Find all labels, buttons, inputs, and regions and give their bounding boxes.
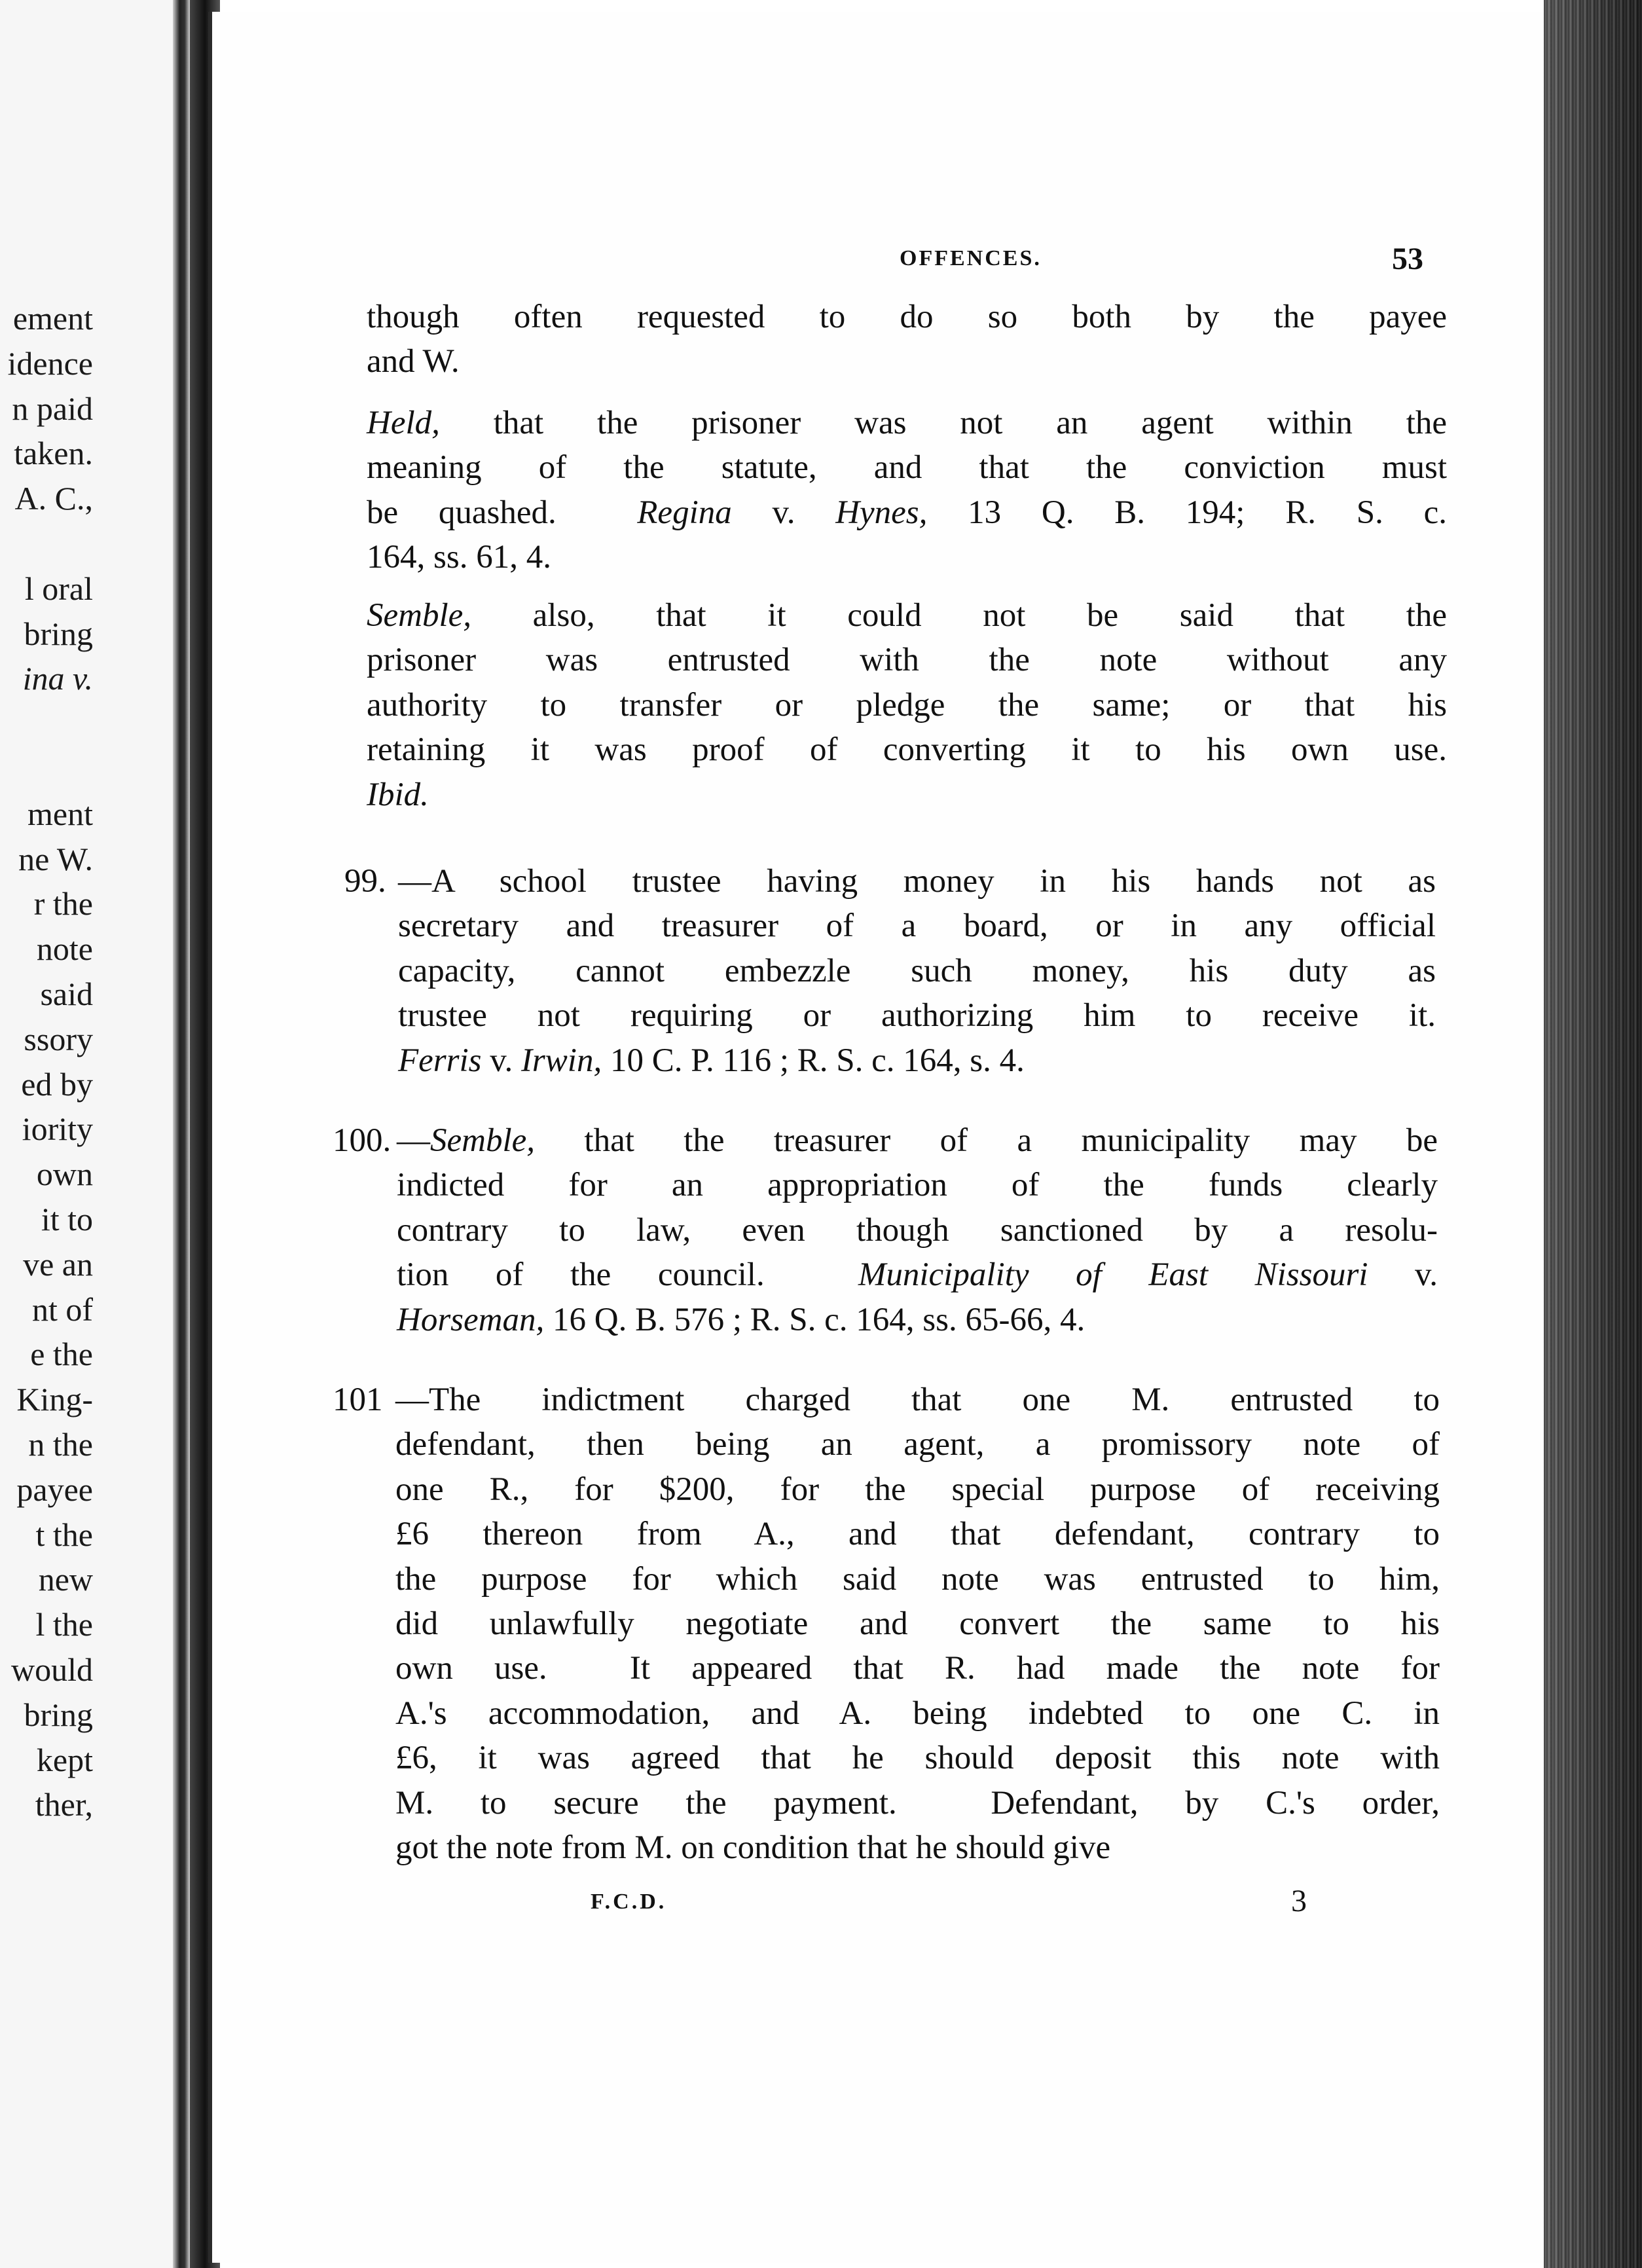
text-line [367,593,1447,638]
left-page-fragment: nt of [31,1290,93,1328]
left-page-text-fragments [8,296,93,1827]
text-line [367,638,1447,682]
italic-segment: Regina [637,494,732,531]
text-segment: v. [1368,1256,1438,1294]
left-page-fragment: it to [41,1200,93,1237]
left-gutter-shadow [173,0,190,2268]
left-page-fragment: iority [22,1110,93,1148]
text-line [398,949,1436,993]
text-segment: £6 thereon from A., and that defendant, contrary to [395,1516,1440,1553]
text-segment: own use. It appeared that R. had made the note for [395,1650,1440,1687]
left-page-fragment [8,521,93,566]
text-line [367,535,1447,579]
left-page-fragment: ssory [24,1020,93,1057]
text-segment: that the prisoner was not an agent within the [439,405,1447,441]
signature-mark: F.C.D. [591,1890,667,1914]
left-page-fragment: ment [27,795,93,832]
text-line [395,1646,1440,1691]
left-page-fragment: l oral [24,570,93,607]
text-line [367,445,1447,490]
text-line [397,1298,1438,1342]
paragraph-number: 99. [344,863,386,900]
text-segment: M. to secure the payment. Defendant, by C.'s order, [395,1784,1440,1821]
italic-segment: Municipality of East Nissouri [858,1256,1368,1294]
text-line [398,993,1436,1038]
left-page-fragment: note [36,930,93,968]
italic-segment: Ibid. [367,776,429,813]
left-page-fragment: e the [30,1336,93,1373]
text-segment: — [397,1122,430,1159]
text-segment: trustee not requiring or authorizing him to receive it. [398,997,1436,1034]
left-page-fragment: ther, [35,1786,93,1823]
text-segment: —The indictment charged that one M. entrusted to [395,1381,1440,1418]
left-page-fragment: bring [24,1696,93,1733]
left-page-fragment: new [38,1561,93,1598]
text-segment: got the note from M. on condition that he should give [395,1829,1111,1866]
text-line [397,1253,1438,1297]
text-line: though often requested to do so both by the payee [367,299,1447,335]
signature-number: 3 [1291,1884,1307,1918]
text-line [367,773,1447,817]
text-segment: capacity, cannot embezzle such money, his duty as [398,952,1436,989]
left-page-fragment: ne W. [18,840,93,877]
text-line [398,904,1436,948]
italic-segment: Ferris [398,1042,482,1079]
left-page-fragment: ve an [23,1245,93,1283]
text-segment: also, that it could not be said that the [471,597,1447,634]
text-line [395,1512,1440,1556]
left-page-fragment: own [36,1156,93,1193]
text-line [395,1781,1440,1825]
text-segment: 10 C. P. 116 ; R. S. c. 164, s. 4. [602,1042,1025,1079]
text-line [398,859,1436,904]
text-segment: contrary to law, even though sanctioned by a resolu- [397,1211,1438,1249]
text-line [395,1378,1440,1422]
text-segment: 164, ss. 61, 4. [367,539,551,576]
text-segment: be quashed. [367,494,638,531]
italic-segment: Hynes, [835,494,928,531]
italic-segment: Horseman, [397,1301,545,1338]
text-segment: did unlawfully negotiate and convert the same to his [395,1605,1440,1642]
left-page-fragment: payee [16,1471,93,1508]
page-number: 53 [1392,242,1423,276]
text-segment: retaining it was proof of converting it to his own use. [367,731,1447,769]
text-line [367,683,1447,727]
text-segment: 16 Q. B. 576 ; R. S. c. 164, ss. 65-66, 4. [544,1301,1086,1338]
text-line [367,490,1447,535]
left-page-fragment: taken. [14,435,93,472]
text-line [397,1208,1438,1253]
left-page-fragment: l the [35,1606,93,1643]
text-segment: v. [731,494,836,531]
left-facing-page [0,0,190,2268]
text-segment: one R., for $200, for the special purpose of receiving [395,1471,1440,1508]
paragraph-number: 100. [333,1122,392,1159]
text-line [395,1691,1440,1736]
text-segment: £6, it was agreed that he should deposit this note with [395,1740,1440,1777]
left-page-fragment: would [11,1651,93,1688]
text-segment: v. [481,1042,521,1079]
main-page [208,12,1548,2263]
running-head: OFFENCES. [900,246,1042,270]
text-line [367,727,1447,772]
left-page-fragment: bring [24,615,93,652]
text-segment: secretary and treasurer of a board, or in any official [398,907,1436,945]
left-page-fragment: A. C., [14,480,93,517]
left-page-fragment: said [40,975,93,1012]
italic-segment: Held, [367,405,440,441]
text-segment: —A school trustee having money in his hands not as [398,863,1436,900]
text-line [395,1422,1440,1467]
left-page-fragment: n the [28,1425,93,1463]
text-line [367,401,1447,445]
text-line [395,1736,1440,1780]
text-segment: meaning of the statute, and that the conviction must [367,449,1447,486]
left-page-fragment [8,701,93,746]
text-segment: 13 Q. B. 194; R. S. c. [927,494,1447,531]
book-page-edges [1544,0,1642,2268]
text-line [395,1825,1440,1870]
left-page-fragment: n paid [12,390,93,427]
left-page-fragment: kept [36,1741,93,1778]
text-line [395,1601,1440,1646]
text-segment: indicted for an appropriation of the funds clearly [397,1167,1438,1204]
left-page-fragment: r the [33,885,93,923]
text-line [395,1467,1440,1512]
italic-segment: Semble, [430,1122,536,1159]
left-page-fragment [8,746,93,792]
text-segment: tion of the council. [397,1256,858,1294]
left-page-fragment: idence [7,344,93,382]
text-segment: the purpose for which said note was entrusted to him, [395,1560,1440,1598]
left-page-fragment: ement [12,300,93,337]
italic-segment: Semble, [367,597,472,634]
left-page-fragment: King- [16,1381,93,1418]
text-line [397,1163,1438,1207]
italic-segment: Irwin, [520,1042,602,1079]
paragraph-number: 101 [333,1381,383,1418]
text-line [395,1557,1440,1601]
left-page-fragment: t the [35,1516,93,1553]
text-line [397,1118,1438,1163]
text-segment: that the treasurer of a municipality may be [535,1122,1438,1159]
left-page-fragment: ed by [21,1065,93,1103]
text-segment: authority to transfer or pledge the same; or that his [367,686,1447,723]
text-segment: defendant, then being an agent, a promissory note of [395,1426,1440,1463]
text-segment: A.'s accommodation, and A. being indebted to one C. in [395,1694,1440,1732]
text-segment: prisoner was entrusted with the note without any [367,642,1447,679]
text-line [398,1038,1436,1083]
left-page-fragment: ina v. [22,660,93,697]
text-line: and W. [367,343,460,380]
